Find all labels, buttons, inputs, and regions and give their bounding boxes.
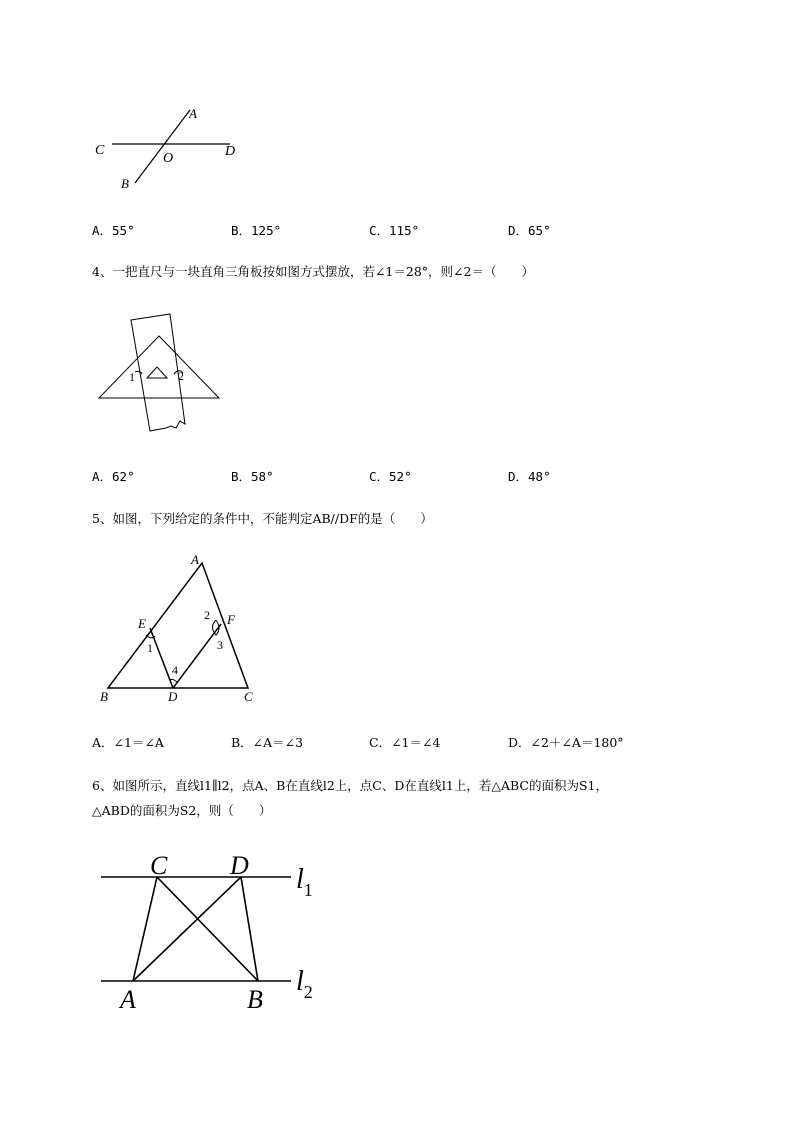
label-l1: $l_1$ xyxy=(296,864,313,900)
figure-ruler-triangle xyxy=(95,312,225,437)
figure-parallel-lines xyxy=(95,848,345,1018)
label-b: B xyxy=(100,689,108,704)
figure-intersecting-lines xyxy=(90,100,250,200)
q4-option-a[interactable]: A．62° xyxy=(92,469,135,484)
q4-option-b[interactable]: B．58° xyxy=(231,469,274,484)
q6-question-line-2: △ABD的面积为S2，则（ ） xyxy=(92,803,272,818)
angle-2-label: 2 xyxy=(178,369,184,383)
label-d: D xyxy=(230,851,249,880)
label-a: A xyxy=(189,106,197,121)
q4-options xyxy=(92,467,692,485)
q6-question-line-1: 6、如图所示，直线l1∥l2，点A、B在直线l2上，点C、D在直线l1上，若△ABC的面积为S1， xyxy=(92,778,608,793)
label-d: D xyxy=(168,689,178,704)
q5-option-c[interactable]: C．∠1＝∠4 xyxy=(369,735,441,750)
q3-options xyxy=(92,221,692,239)
figure-triangle-abc xyxy=(95,548,270,708)
label-c: C xyxy=(150,851,168,880)
label-a: A xyxy=(120,985,136,1014)
segment-df xyxy=(173,624,221,688)
label-c: C xyxy=(244,689,253,704)
label-f: F xyxy=(227,612,235,627)
angle-1-label: 1 xyxy=(147,641,153,655)
label-o: O xyxy=(163,151,174,166)
q3-option-a[interactable]: A．55° xyxy=(92,223,135,238)
q5-question-text: 5、如图，下列给定的条件中，不能判定AB//DF的是（ ） xyxy=(92,511,433,526)
q5-option-d[interactable]: D．∠2＋∠A＝180° xyxy=(508,735,624,750)
label-e: E xyxy=(138,616,146,631)
label-c: C xyxy=(95,143,105,158)
q3-option-c[interactable]: C．115° xyxy=(369,223,420,238)
q4-option-d[interactable]: D．48° xyxy=(508,469,551,484)
q4-option-c[interactable]: C．52° xyxy=(369,469,412,484)
label-b: B xyxy=(121,176,129,191)
angle-1-label: 1 xyxy=(129,370,135,384)
segment-da xyxy=(133,877,241,981)
line-ab xyxy=(135,110,190,183)
q3-option-d[interactable]: D．65° xyxy=(508,223,551,238)
label-a: A xyxy=(191,552,199,567)
q5-option-b[interactable]: B．∠A＝∠3 xyxy=(231,735,304,750)
angle-4-label: 4 xyxy=(172,663,178,677)
set-square-inner xyxy=(147,367,167,378)
angle-3-label: 3 xyxy=(217,638,223,652)
segment-ca xyxy=(133,877,157,981)
ruler xyxy=(131,314,185,431)
q4-question-text: 4、一把直尺与一块直角三角板按如图方式摆放，若∠1＝28°，则∠2＝（ ） xyxy=(92,264,534,279)
label-l2: $l_2$ xyxy=(296,966,313,1002)
set-square-outer xyxy=(99,336,219,398)
label-b: B xyxy=(247,985,263,1014)
angle-2-label: 2 xyxy=(204,608,210,622)
label-d: D xyxy=(225,144,236,159)
angle-1-arc xyxy=(135,371,142,374)
q5-options xyxy=(92,733,692,751)
q5-option-a[interactable]: A．∠1＝∠A xyxy=(92,735,164,750)
q3-option-b[interactable]: B．125° xyxy=(231,223,282,238)
